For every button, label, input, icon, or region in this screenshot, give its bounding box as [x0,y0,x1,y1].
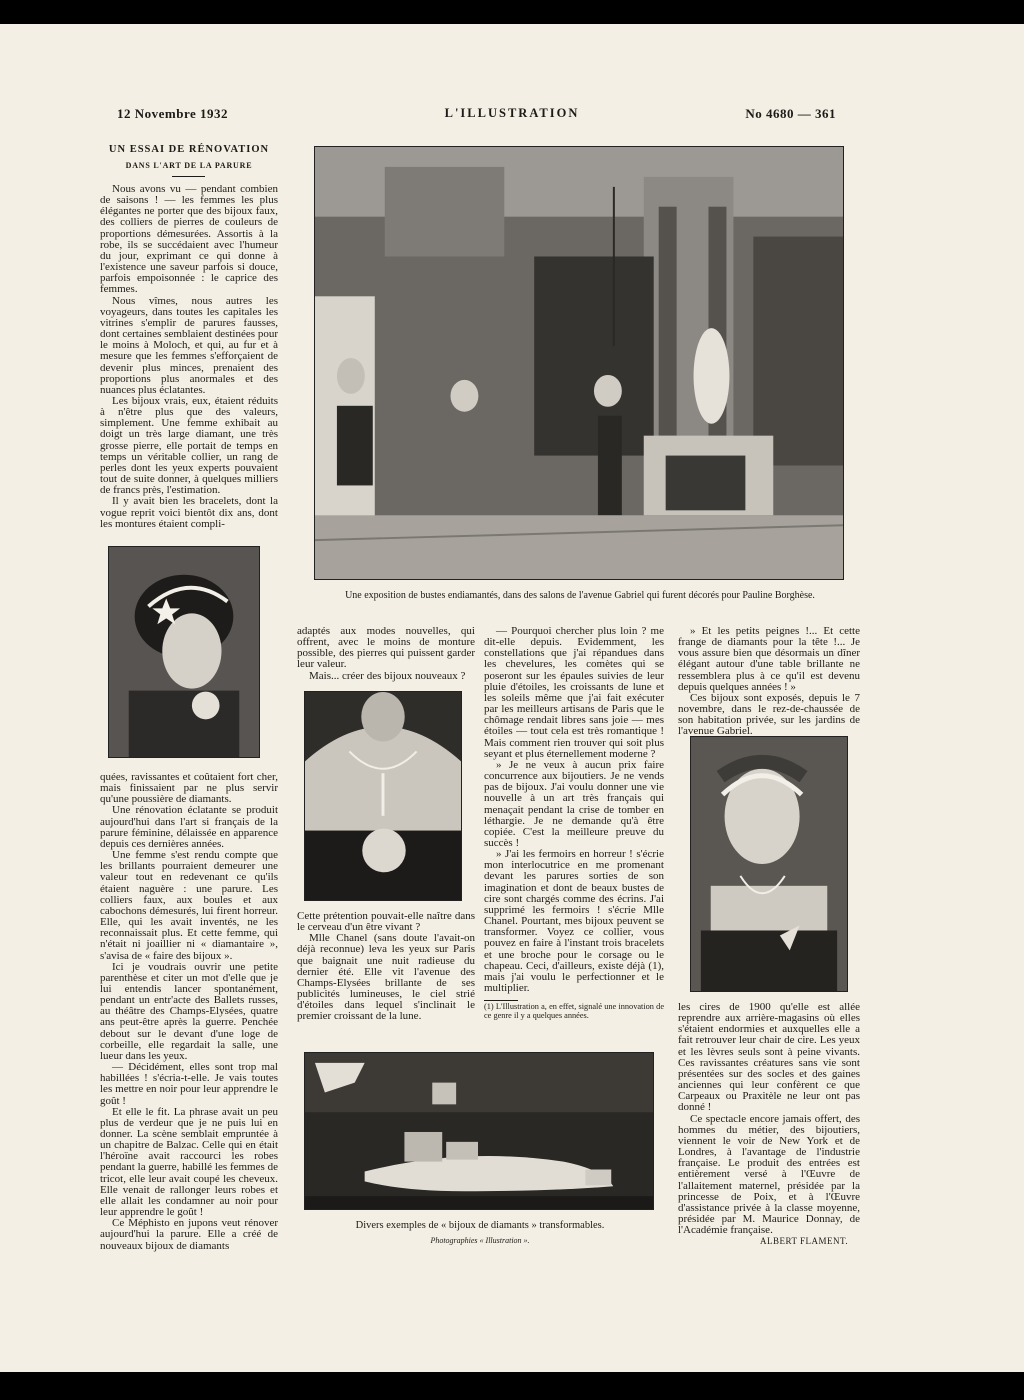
bracelets-hand-photo [304,1052,654,1210]
paragraph: » Je ne veux à aucun prix faire concurrence aux bijoutiers. Je ne vends pas de bijoux. J'ai voulu donner une vie nouvelle à un art très français qui menaçait pendant la crise de tomber en léthargie. Je ne demande qu'à être copiée. C'est la meilleure preuve du succès ! [484,758,664,849]
issue-number: No 4680 — 361 [745,106,836,121]
paragraph: Et elle le fit. La phrase avait un peu plus de verdeur que je ne puis lui en donner. La scène semblait empruntée à un chapitre de Balzac. Celle qui en était l'héroïne avait raccourci les robes pendant la guerre, habillé les femmes de tricot, elle leur avait coupé les cheveux. Elle venait de rallonger leurs robes et elle allait les condamner au noir pour leur apprendre le goût ! [100,1105,278,1219]
magazine-page [0,24,1024,1372]
paragraph: les cires de 1900 qu'elle est allée reprendre aux arrière-magasins où elles s'étaient endormies et auxquelles elle a fait retrouver leur chair de cire. Les yeux et les lèvres seuls sont à peine vivants. Ces ravissantes créatures sans vie sont présentées sur des socles et des gaines anciennes qui leur confèrent ce que Carpeaux ou Praxitèle ne leur ont pas donné ! [678,1001,860,1114]
column-4-bottom [678,1002,860,1236]
necklace-bust-photo [304,691,462,901]
main-photo-caption: Une exposition de bustes endiamantés, dans des salons de l'avenue Gabriel qui furent décorés pour Pauline Borghèse. [345,590,815,601]
author-signature: ALBERT FLAMENT. [760,1236,849,1246]
paragraph: » J'ai les fermoirs en horreur ! s'écrie mon interlocutrice en me promenant devant les parures sorties de son imagination et dont de beaux bustes de cire sont chargés comme des écrins. J'ai supprimé les fermoirs ! s'écrie Mlle Chanel. Pourtant, mes bijoux peuvent se transformer. Voyez ce collier, vous pouvez en faire à l'instant trois bracelets et une broche pour le corsage ou le chapeau. Ceci, d'ailleurs, existe déjà (1), mais j'ai voulu le perfectionner et le multiplier. [484,848,664,994]
paragraph: Cette prétention pouvait-elle naître dans le cerveau d'un être vivant ? [297,910,475,934]
bracelets-caption: Divers exemples de « bijoux de diamants » transformables. [355,1220,605,1231]
paragraph: Ici je voudrais ouvrir une petite parenthèse et citer un mot d'elle que je lui entendis lancer spontanément, pendant un entr'acte des Ballets russes, au théâtre des Champs-Elysées, quatre ans peut-être après la guerre. Penchée debout sur le devant d'une loge de corbeille, elle regardait la salle, une lueur dans les yeux. [100,960,278,1062]
tiara-bust-photo [690,736,848,992]
paragraph: Nous vîmes, nous autres les voyageurs, dans toutes les capitales les vitrines s'emplir de parures fausses, dont certaines semblaient destinées pour le moins à Moloch, et qui, au fur et à mesure que les femmes s'efforçaient de devenir plus minces, prenaient des proportions plus anormales et des nuances plus éclatantes. [100,294,278,396]
paragraph: adaptés aux modes nouvelles, qui offrent, avec le moins de monture possible, des pierres qui puissent garder leur valeur. [297,625,475,671]
paragraph: Les bijoux vrais, eux, étaient réduits à n'être plus que des valeurs, simplement. Une femme exhibait au doigt un très large diamant, une très grosse pierre, elle portait de temps en temps un véritable collier, un rang de perles dont les yeux experts pouvaient tout de suite donner, à quelques milliers de francs près, l'estimation. [100,394,278,497]
article-title: UN ESSAI DE RÉNOVATION [108,144,270,155]
paragraph: Une rénovation éclatante se produit aujourd'hui dans l'art si français de la parure féminine, délaissée en apparence depuis ces dernières années. [100,804,278,850]
salon-exhibition-photo [314,146,844,580]
column-4-top [678,626,860,749]
paragraph: Ces bijoux sont exposés, depuis le 7 novembre, dans le rez-de-chaussée de son habitation privée, sur les jardins de l'avenue Gabriel. [678,691,860,738]
paragraph: Ce spectacle encore jamais offert, des hommes du métier, des bijoutiers, viennent le voir de New York et de Londres, à l'avantage de l'industrie française. Le produit des entrées est entièrement versé à l'Œuvre de l'allaitement maternel, présidée par la princesse de Poix, et à l'Œuvre d'assistance privée à la classe moyenne, présidée par M. Maurice Donnay, de l'Académie française. [678,1112,860,1237]
column-1-top [100,184,278,530]
footnote: (1) L'Illustration a, en effet, signalé une innovation de ce genre il y a quelques années. [484,1002,664,1020]
title-rule [172,176,205,177]
paragraph: Mais... créer des bijoux nouveaux ? [309,669,466,682]
column-2-top [297,626,475,682]
photo-credit: Photographies « Illustration ». [430,1236,530,1245]
paragraph: Ce Méphisto en jupons veut rénover aujourd'hui la parure. Elle a créé de nouveaux bijoux de diamants [100,1217,278,1252]
portrait-photo-headband [108,546,260,758]
issue-date: 12 Novembre 1932 [117,106,229,121]
paragraph: Mlle Chanel (sans doute l'avait-on déjà reconnue) leva les yeux sur Paris que baignait une nuit radieuse du dernier été. Elle vit l'avenue des Champs-Elysées brillante de ses publicités lumineuses, le ciel strié d'étoiles dans lequel s'inclinait le premier croissant de la lune. [297,932,475,1023]
column-3 [484,626,664,994]
footnote-rule [484,1000,518,1001]
paragraph: — Décidément, elles sont trop mal habillées ! s'écria-t-elle. Je vais toutes les mettre en noir pour leur apprendre le goût ! [100,1061,278,1107]
paragraph: » Et les petits peignes !... Et cette frange de diamants pour la tête !... Je vous assure bien que désormais un dîner élégant autour d'une table brillante ne ressemblera plus à ce qu'il est devenu depuis quelques années ! » [678,625,860,693]
paragraph: — Pourquoi chercher plus loin ? me dit-elle depuis. Evidemment, les constellations que j'ai répandues dans les chevelures, les comètes qui se poseront sur les épaules suivies de leur pluie d'étoiles, les croissants de lune et les soleils même que j'ai fait exécuter par les meilleurs artisans de Paris que le chômage rendait libres sans joie — mes étoiles — tout cela est très romantique ! Mais comment rien trouver qui soit plus seyant et plus éternellement moderne ? [484,625,664,760]
column-1-bottom [100,772,278,1252]
paragraph: Une femme s'est rendu compte que les brillants pourraient demeurer une valeur tout en redevenant ce qu'ils étaient naguère : une parure. Les colliers faux, aux boules et aux cabochons démesurés, lui firent horreur. Elle, qui les avait inventés, ne les reconnaissait plus. Et cette femme, qui n'était ni joaillier ni « diamantaire », s'avisa de « faire des bijoux ». [100,849,278,962]
paragraph: quées, ravissantes et coûtaient fort cher, mais finissaient par ne plus servir qu'une poussière de diamants. [100,771,278,806]
paragraph: Il y avait bien les bracelets, dont la vogue reprit voici bientôt dix ans, dont les montures étaient compli- [100,495,278,530]
column-2-bottom [297,911,475,1023]
article-subtitle: DANS L'ART DE LA PARURE [125,161,253,170]
paragraph: Nous avons vu — pendant combien de saisons ! — les femmes les plus élégantes ne porter que des bijoux faux, des colliers de pierres de couleurs de proportions démesurées. Assortis à la robe, ils se succédaient avec l'humeur du jour, exprimant ce qui donne à l'existence une saveur parfois si douce, parfois empoisonnée : le caprice des femmes. [100,183,278,296]
publication-title: L'ILLUSTRATION [444,106,580,120]
